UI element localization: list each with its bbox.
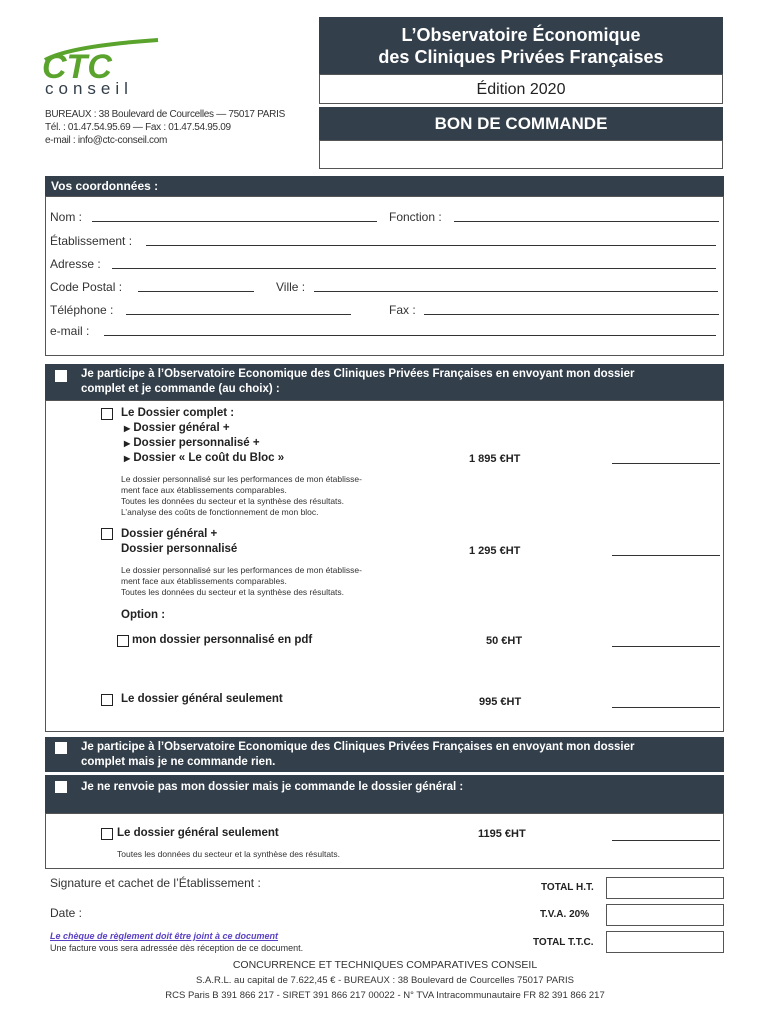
opt-general-perso-checkbox[interactable] xyxy=(101,528,113,540)
edition-box xyxy=(319,74,723,104)
section3-text: Je ne renvoie pas mon dossier mais je commande le dossier général : xyxy=(81,781,464,793)
section3-header xyxy=(45,775,724,813)
section3-box xyxy=(45,813,724,869)
adresse-field[interactable] xyxy=(112,268,716,269)
total-ht-field[interactable] xyxy=(606,877,724,899)
opt-complet-item: ▶ Dossier général + xyxy=(124,422,230,434)
section3-amount-field[interactable] xyxy=(612,840,720,841)
fonction-label: Fonction : xyxy=(389,210,442,224)
code-postal-label: Code Postal : xyxy=(50,280,123,294)
company-logo xyxy=(40,38,170,98)
section2-checkbox[interactable] xyxy=(55,742,67,754)
opt-complet-description: Le dossier personnalisé sur les performances de mon établisse- ment face aux établissements comparables. Toutes les données du secteur et la synthèse des résultats. L’analyse des coûts de fonctionnement de mon bloc. xyxy=(121,474,362,517)
fax-label: Fax : xyxy=(389,303,416,317)
telephone-field[interactable] xyxy=(126,314,351,315)
title-line2: des Cliniques Privées Françaises xyxy=(378,47,664,67)
opt-general-seul-title: Le dossier général seulement xyxy=(121,693,283,705)
section1-box xyxy=(45,400,724,732)
section2-text-line1: Je participe à l’Observatoire Economique des Cliniques Privées Françaises en envoyant mon dossier xyxy=(81,741,635,753)
opt-complet-items xyxy=(124,421,284,466)
address-email: e-mail : info@ctc-conseil.com xyxy=(45,135,168,146)
address-line1: BUREAUX : 38 Boulevard de Courcelles — 75017 PARIS xyxy=(45,109,285,120)
nom-label: Nom : xyxy=(50,210,83,224)
total-ht-label: TOTAL H.T. xyxy=(541,882,594,893)
total-ttc-field[interactable] xyxy=(606,931,724,953)
opt-complet-amount-field[interactable] xyxy=(612,463,720,464)
title-line1: L’Observatoire Économique xyxy=(401,25,641,45)
ctc-logo-graphic xyxy=(40,38,170,98)
section1-text-line2: complet et je commande (au choix) : xyxy=(81,383,280,395)
section1-header xyxy=(45,364,724,400)
opt-complet-price: 1 895 €HT xyxy=(469,453,521,465)
opt-general-perso-description: Le dossier personnalisé sur les performances de mon établisse- ment face aux établissements comparables. Toutes les données du secteur et la synthèse des résultats. xyxy=(121,565,362,597)
company-name: CONCURRENCE ET TECHNIQUES COMPARATIVES CONSEIL xyxy=(232,959,538,971)
ville-field[interactable] xyxy=(314,291,718,292)
opt-complet-item: ▶ Dossier « Le coût du Bloc » xyxy=(124,452,285,464)
coordinates-header: Vos coordonnées : xyxy=(45,176,724,196)
date-label: Date : xyxy=(50,906,83,920)
section3-checkbox[interactable] xyxy=(55,781,67,793)
company-address xyxy=(45,108,285,147)
form-title-banner xyxy=(319,107,723,140)
email-field[interactable] xyxy=(104,335,716,336)
company-footer xyxy=(0,958,770,1003)
opt-pdf-price: 50 €HT xyxy=(486,635,523,647)
section1-text-line1: Je participe à l’Observatoire Economique des Cliniques Privées Françaises en envoyant mon dossier xyxy=(81,368,635,380)
address-line2: Tél. : 01.47.54.95.69 — Fax : 01.47.54.95.09 xyxy=(45,122,231,133)
etablissement-label: Établissement : xyxy=(50,234,133,248)
section1-checkbox[interactable] xyxy=(55,370,67,382)
opt-complet-checkbox[interactable] xyxy=(101,408,113,420)
option-label: Option : xyxy=(121,609,166,621)
etablissement-field[interactable] xyxy=(146,245,716,246)
form-title: BON DE COMMANDE xyxy=(434,114,608,133)
email-label: e-mail : xyxy=(50,324,90,338)
title-empty-box xyxy=(319,140,723,169)
opt-pdf-title: mon dossier personnalisé en pdf xyxy=(132,634,313,646)
opt-general-seul-checkbox[interactable] xyxy=(101,694,113,706)
ville-label: Ville : xyxy=(276,280,306,294)
legal-line2: RCS Paris B 391 866 217 - SIRET 391 866 217 00022 - N° TVA Intracommunautaire FR 82 391 866 217 xyxy=(165,990,605,1001)
coordinates-box xyxy=(45,196,724,356)
fax-field[interactable] xyxy=(424,314,719,315)
triangle-bullet-icon: ▶ xyxy=(124,424,131,433)
logo-brand: CTC xyxy=(42,48,112,86)
section2-header xyxy=(45,737,724,772)
opt-general-seul-amount-field[interactable] xyxy=(612,707,720,708)
section3-opt-checkbox[interactable] xyxy=(101,828,113,840)
adresse-label: Adresse : xyxy=(50,257,101,271)
facture-notice: Une facture vous sera adressée dès réception de ce document. xyxy=(50,943,304,953)
cheque-notice: Le chèque de règlement doit être joint à ce document xyxy=(50,931,279,941)
fonction-field[interactable] xyxy=(454,221,719,222)
title-banner xyxy=(319,17,723,74)
tva-field[interactable] xyxy=(606,904,724,926)
signature-label: Signature et cachet de l’Établissement : xyxy=(50,876,261,890)
opt-complet-title: Le Dossier complet : xyxy=(121,407,235,419)
opt-pdf-checkbox[interactable] xyxy=(117,635,129,647)
opt-pdf-amount-field[interactable] xyxy=(612,646,720,647)
code-postal-field[interactable] xyxy=(138,291,254,292)
section3-opt-title: Le dossier général seulement xyxy=(117,827,279,839)
nom-field[interactable] xyxy=(92,221,377,222)
telephone-label: Téléphone : xyxy=(50,303,114,317)
opt-general-perso-title: Dossier général + Dossier personnalisé xyxy=(121,528,238,555)
triangle-bullet-icon: ▶ xyxy=(124,439,131,448)
opt-general-perso-amount-field[interactable] xyxy=(612,555,720,556)
opt-general-seul-price: 995 €HT xyxy=(479,696,522,708)
logo-sub: conseil xyxy=(45,79,133,98)
legal-line1: S.A.R.L. au capital de 7.622,45 € - BUREAUX : 38 Boulevard de Courcelles 75017 PARIS xyxy=(196,975,574,986)
section3-opt-price: 1195 €HT xyxy=(478,828,526,840)
total-ttc-label: TOTAL T.T.C. xyxy=(533,937,594,948)
opt-complet-item: ▶ Dossier personnalisé + xyxy=(124,437,260,449)
opt-general-perso-price: 1 295 €HT xyxy=(469,545,521,557)
triangle-bullet-icon: ▶ xyxy=(124,454,131,463)
tva-label: T.V.A. 20% xyxy=(540,909,590,920)
section3-opt-description: Toutes les données du secteur et la synthèse des résultats. xyxy=(117,849,341,859)
section2-text-line2: complet mais je ne commande rien. xyxy=(81,756,276,768)
edition-label: Édition 2020 xyxy=(476,81,566,98)
